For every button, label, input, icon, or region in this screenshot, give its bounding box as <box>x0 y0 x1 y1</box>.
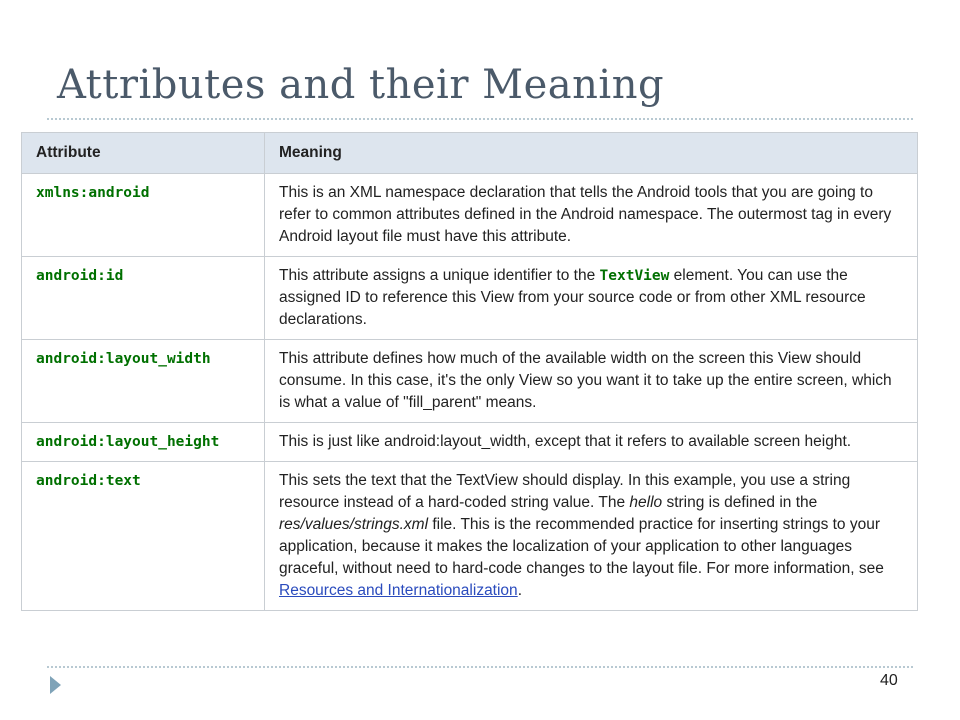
attribute-cell: xmlns:android <box>22 174 265 257</box>
meaning-text: element. You can use the assigned ID to reference this View from your source code or from other XML resource declarations. <box>279 267 866 328</box>
slide-number: 40 <box>880 672 898 689</box>
header-attribute: Attribute <box>22 133 265 174</box>
attribute-cell: android:layout_height <box>22 423 265 462</box>
table-header-row <box>22 133 918 174</box>
meaning-cell <box>265 462 918 611</box>
table-row <box>22 423 918 462</box>
bottom-divider <box>47 666 913 668</box>
emphasis-text: hello <box>629 494 663 511</box>
table-row <box>22 174 918 257</box>
resources-link[interactable]: Resources and Internationalization <box>279 582 518 599</box>
header-meaning: Meaning <box>265 133 918 174</box>
meaning-cell: This attribute defines how much of the available width on the screen this View should consume. In this case, it's the only View so you want it to take up the entire screen, which is what a value of "fill_parent" means. <box>265 340 918 423</box>
emphasis-text: res/values/strings.xml <box>279 516 429 533</box>
meaning-text: . <box>517 582 522 599</box>
meaning-text: file. This is the recommended practice for inserting strings to your application, because it makes the localization of your application to other languages graceful, without need to hard-code changes to the layout file. For more information, see <box>279 516 884 577</box>
attribute-cell: android:layout_width <box>22 340 265 423</box>
table-row <box>22 462 918 611</box>
attributes-table <box>21 132 918 611</box>
meaning-cell <box>265 257 918 340</box>
top-divider <box>47 118 913 120</box>
table-row <box>22 340 918 423</box>
attribute-cell: android:id <box>22 257 265 340</box>
meaning-text: string is defined in the <box>662 494 818 511</box>
triangle-right-icon <box>50 676 61 694</box>
meaning-cell: This is just like android:layout_width, except that it refers to available screen height. <box>265 423 918 462</box>
table-row <box>22 257 918 340</box>
meaning-cell: This is an XML namespace declaration that tells the Android tools that you are going to refer to common attributes defined in the Android namespace. The outermost tag in every Android layout file must have this attribute. <box>265 174 918 257</box>
attribute-cell: android:text <box>22 462 265 611</box>
meaning-text: This sets the text that the TextView should display. In this example, you use a string resource instead of a hard-coded string value. The <box>279 472 851 511</box>
slide-title: Attributes and their Meaning <box>57 62 665 108</box>
inline-code: TextView <box>599 268 670 284</box>
meaning-text: This attribute assigns a unique identifier to the <box>279 267 600 284</box>
